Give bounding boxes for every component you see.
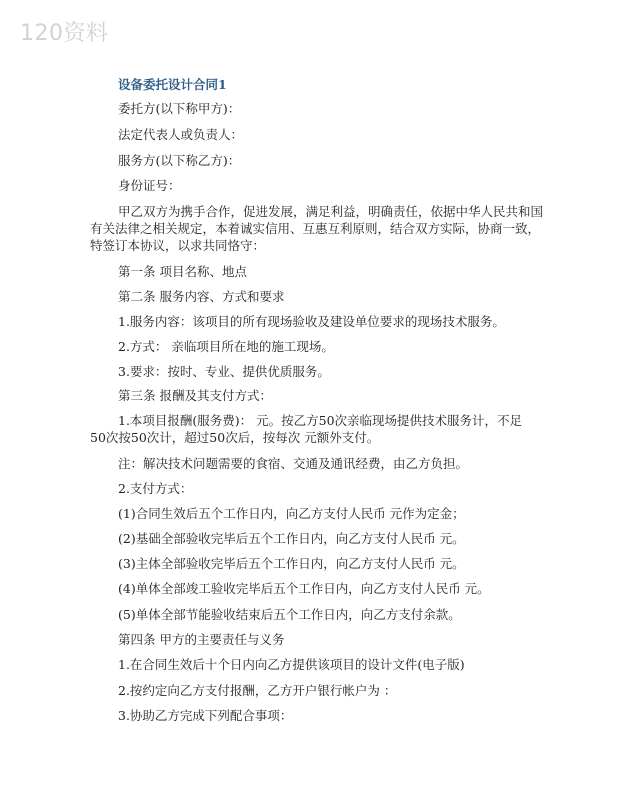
payment-item-2: (2)基础全部验收完毕后五个工作日内，向乙方支付人民币 元。: [118, 531, 465, 546]
intro-line-2: 有关法律之相关规定，本着诚实信用、互惠互利原则，结合双方实际，协商一致，: [90, 221, 541, 236]
article-2-item-3: 3.要求：按时、专业、提供优质服务。: [118, 364, 330, 379]
article-3-heading: 第三条 报酬及其支付方式：: [118, 388, 272, 403]
article-4-item-3: 3.协助乙方完成下列配合事项：: [118, 708, 293, 723]
article-4-item-2: 2.按约定向乙方支付报酬，乙方开户银行帐户为 ：: [118, 683, 397, 698]
payment-item-1: (1)合同生效后五个工作日内，向乙方支付人民币 元作为定金；: [118, 506, 465, 521]
article-3-item-2: 2.支付方式：: [118, 481, 193, 496]
article-3-item-1-line-1: 1.本项目报酬(服务费)： 元。按乙方50次亲临现场提供技术服务计，不足: [118, 413, 523, 428]
payment-item-4: (4)单体全部竣工验收完毕后五个工作日内，向乙方支付人民币 元。: [118, 581, 490, 596]
intro-line-3: 特签订本协议，以求共同恪守：: [90, 238, 266, 253]
legal-rep-line: 法定代表人或负责人：: [118, 127, 244, 142]
payment-item-5: (5)单体全部节能验收结束后五个工作日内，向乙方支付余款。: [118, 607, 461, 622]
document-title: 设备委托设计合同1: [118, 77, 227, 92]
article-3-item-1-line-2: 50次按50次计，超过50次后，按每次 元额外支付。: [90, 430, 380, 445]
article-1-heading: 第一条 项目名称、地点: [118, 264, 247, 279]
provider-line: 服务方(以下称乙方)：: [118, 153, 241, 168]
article-2-item-2: 2.方式： 亲临项目所在地的施工现场。: [118, 339, 334, 354]
article-2-heading: 第二条 服务内容、方式和要求: [118, 289, 285, 304]
id-number-line: 身份证号：: [118, 178, 181, 193]
intro-line-1: 甲乙双方为携手合作，促进发展，满足利益，明确责任，依据中华人民共和国: [118, 204, 544, 219]
article-2-item-1: 1.服务内容：该项目的所有现场验收及建设单位要求的现场技术服务。: [118, 314, 505, 329]
article-4-heading: 第四条 甲方的主要责任与义务: [118, 632, 285, 647]
article-4-item-1: 1.在合同生效后十个日内向乙方提供该项目的设计文件(电子版): [118, 657, 465, 672]
client-line: 委托方(以下称甲方)：: [118, 101, 241, 116]
payment-item-3: (3)主体全部验收完毕后五个工作日内，向乙方支付人民币 元。: [118, 556, 465, 571]
watermark-logo: 120资料: [20, 21, 109, 46]
note-line: 注：解决技术问题需要的食宿、交通及通讯经费，由乙方负担。: [118, 456, 469, 471]
